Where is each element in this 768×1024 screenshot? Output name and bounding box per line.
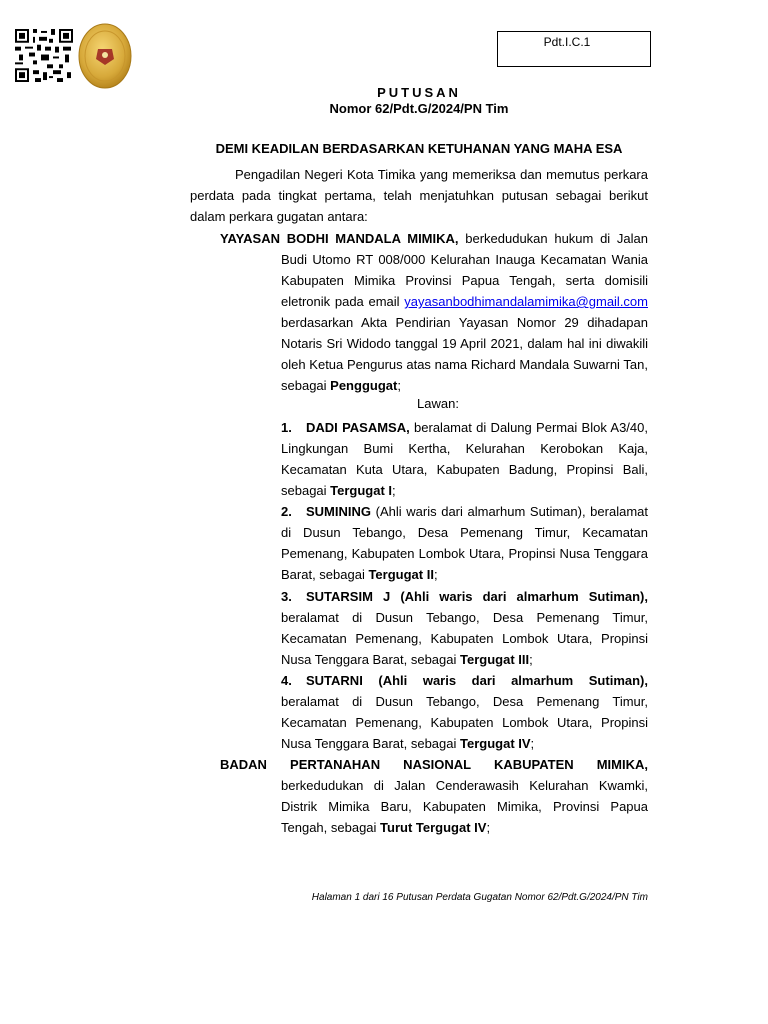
punctuation: ; xyxy=(530,736,535,751)
defendant-text: beralamat di Dusun Tebango, Desa Pemenang Timur, Kecamatan Pemenang, Kabupaten Lombok Utara, Propinsi Nusa Tenggara Barat, sebagai xyxy=(281,694,648,751)
defendant-name: SUMINING xyxy=(306,504,371,519)
case-number: Nomor 62/Pdt.G/2024/PN Tim xyxy=(329,101,509,116)
defendant-number: 2. xyxy=(281,504,292,519)
plaintiff-text-1: berkedudukan hukum di Jalan xyxy=(458,231,648,246)
defendant-4 xyxy=(281,670,648,754)
co-defendant-text: berkedudukan di Jalan Cenderawasih Kelurahan Kwamki, Distrik Mimika Baru, Kabupaten Mimika, Provinsi Papua Tengah, sebagai xyxy=(281,778,648,835)
defendant-number: 4. xyxy=(281,673,292,688)
plaintiff-first-line xyxy=(220,228,648,249)
plaintiff-text-3: berdasarkan Akta Pendirian Yayasan Nomor 29 dihadapan Notaris Sri Widodo tanggal 19 April 2021, dalam hal ini diwakili oleh Ketua Pengurus atas nama Richard Mandala Suwarni Tan, sebagai xyxy=(281,315,648,393)
invocation: DEMI KEADILAN BERDASARKAN KETUHANAN YANG MAHA ESA xyxy=(215,141,623,156)
plaintiff-text-2: Budi Utomo RT 008/000 Kelurahan Inauga Kecamatan Wania Kabupaten Mimika Provinsi Papua Tengah, serta domisili eletronik pada email xyxy=(281,252,648,309)
defendant-number: 1. xyxy=(281,420,292,435)
defendant-name: SUTARSIM J (Ahli waris dari almarhum Sutiman), xyxy=(306,589,648,604)
punctuation: ; xyxy=(433,567,438,582)
punctuation: ; xyxy=(397,378,401,393)
punctuation: ; xyxy=(392,483,396,498)
co-defendant-name-line xyxy=(220,754,648,775)
defendant-1 xyxy=(281,417,648,501)
defendant-name: SUTARNI (Ahli waris dari almarhum Sutiman), xyxy=(306,673,648,688)
defendant-role: Tergugat I xyxy=(330,483,393,498)
defendant-number: 3. xyxy=(281,589,292,604)
plaintiff-role: Penggugat xyxy=(330,378,398,393)
co-defendant-name: BADAN PERTANAHAN NASIONAL KABUPATEN MIMIKA, xyxy=(220,757,648,772)
punctuation: ; xyxy=(486,820,491,835)
defendant-text: beralamat di Dalung Permai Blok A3/40, Lingkungan Bumi Kertha, Kelurahan Kerobokan Kaja, Kecamatan Kuta Utara, Kabupaten Badung, Propinsi Bali, sebagai xyxy=(281,420,648,498)
versus-label: Lawan: xyxy=(417,396,459,411)
defendant-role: Tergugat IV xyxy=(460,736,531,751)
defendant-role: Tergugat III xyxy=(460,652,530,667)
plaintiff-name: YAYASAN BODHI MANDALA MIMIKA, xyxy=(220,231,459,246)
punctuation: ; xyxy=(529,652,533,667)
co-defendant-details xyxy=(281,775,648,838)
defendant-2 xyxy=(281,501,648,585)
decision-heading: PUTUSAN xyxy=(377,85,461,100)
plaintiff-email-link[interactable]: yayasanbodhimandalamimika@gmail.com xyxy=(404,294,648,309)
defendant-role: Tergugat II xyxy=(368,567,434,582)
court-seal-emblem xyxy=(78,23,132,89)
qr-code xyxy=(15,29,73,82)
defendant-text: (Ahli waris dari almarhum Sutiman), beralamat di Dusun Tebango, Desa Pemenang Timur, Kecamatan Pemenang, Kabupaten Lombok Utara, Propinsi Nusa Tenggara Barat, sebagai xyxy=(281,504,648,582)
document-code: Pdt.I.C.1 xyxy=(543,35,591,49)
defendant-3 xyxy=(281,586,648,670)
intro-paragraph: Pengadilan Negeri Kota Timika yang memeriksa dan memutus perkara perdata pada tingkat pertama, telah menjatuhkan putusan sebagai berikut dalam perkara gugatan antara: xyxy=(190,167,648,224)
co-defendant-role: Turut Tergugat IV xyxy=(380,820,487,835)
page-footer: Halaman 1 dari 16 Putusan Perdata Gugatan Nomor 62/Pdt.G/2024/PN Tim xyxy=(311,892,648,903)
defendant-text: beralamat di Dusun Tebango, Desa Pemenang Timur, Kecamatan Pemenang, Kabupaten Lombok Utara, Propinsi Nusa Tenggara Barat, sebagai xyxy=(281,610,648,667)
plaintiff-details xyxy=(281,249,648,396)
document-code-box xyxy=(497,31,651,67)
defendant-name: DADI PASAMSA, xyxy=(306,420,410,435)
